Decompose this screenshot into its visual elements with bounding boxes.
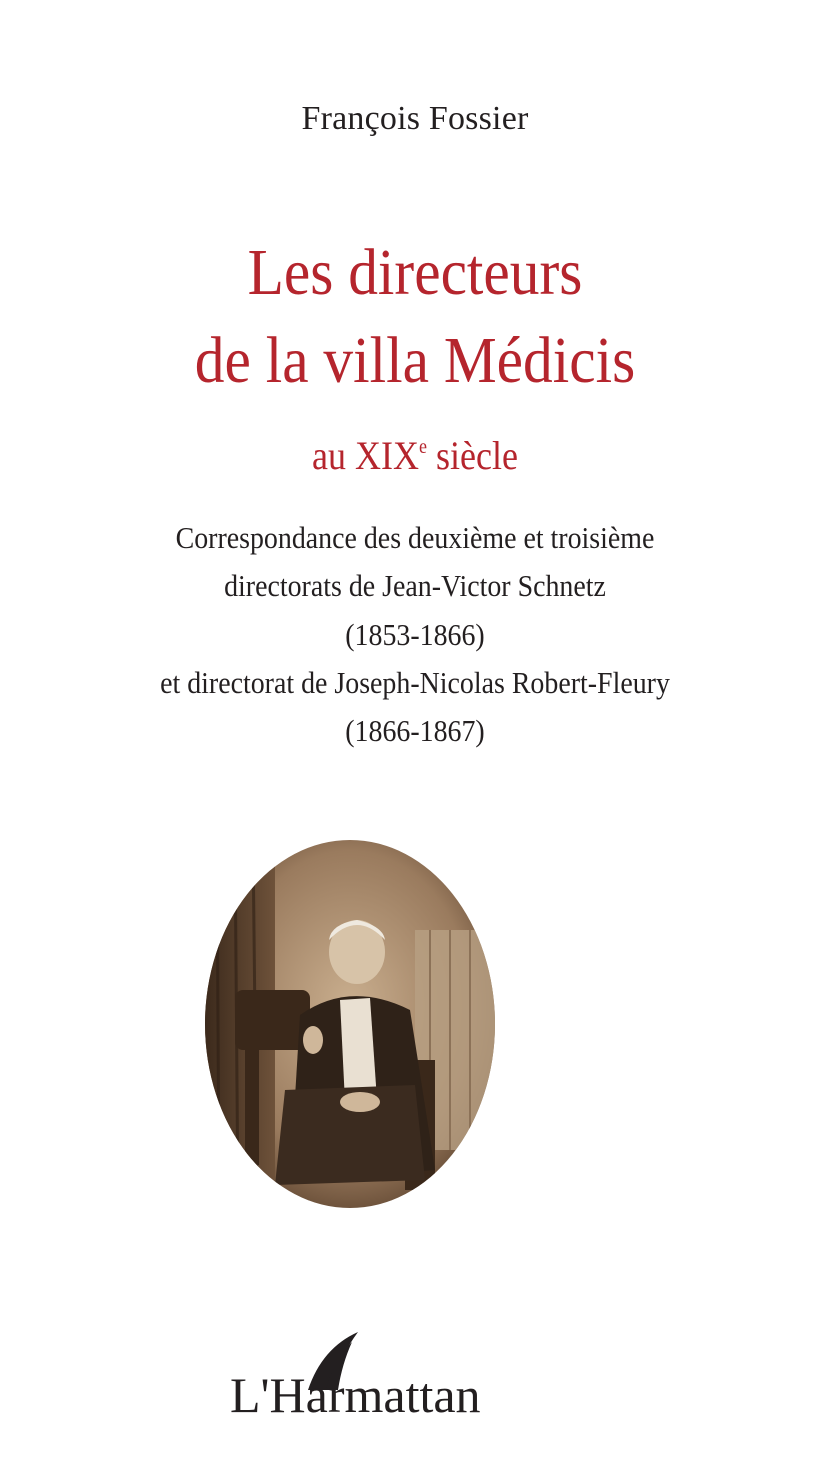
publisher-logo: [230, 1328, 490, 1428]
century-superscript: e: [419, 436, 428, 458]
publisher-name: L'Harmattan: [230, 1367, 481, 1423]
subtitle-line-5: (1866-1867): [345, 713, 485, 748]
century-prefix: au XIX: [312, 433, 420, 478]
portrait-illustration: [205, 840, 495, 1208]
book-title-line-1: Les directeurs: [247, 236, 583, 309]
subtitle-line-3: (1853-1866): [345, 617, 485, 652]
subtitle-line-1: Correspondance des deuxième et troisième: [175, 520, 655, 555]
subtitle-line-4: et directorat de Joseph-Nicolas Robert-Fleury: [160, 665, 670, 700]
portrait-photo: [205, 840, 495, 1208]
subtitle-line-2: directorats de Jean-Victor Schnetz: [224, 568, 606, 603]
book-title-line-2: de la villa Médicis: [194, 324, 636, 397]
century-suffix: siècle: [427, 433, 518, 478]
book-title-century: [42, 432, 789, 479]
author-name: François Fossier: [301, 100, 529, 137]
